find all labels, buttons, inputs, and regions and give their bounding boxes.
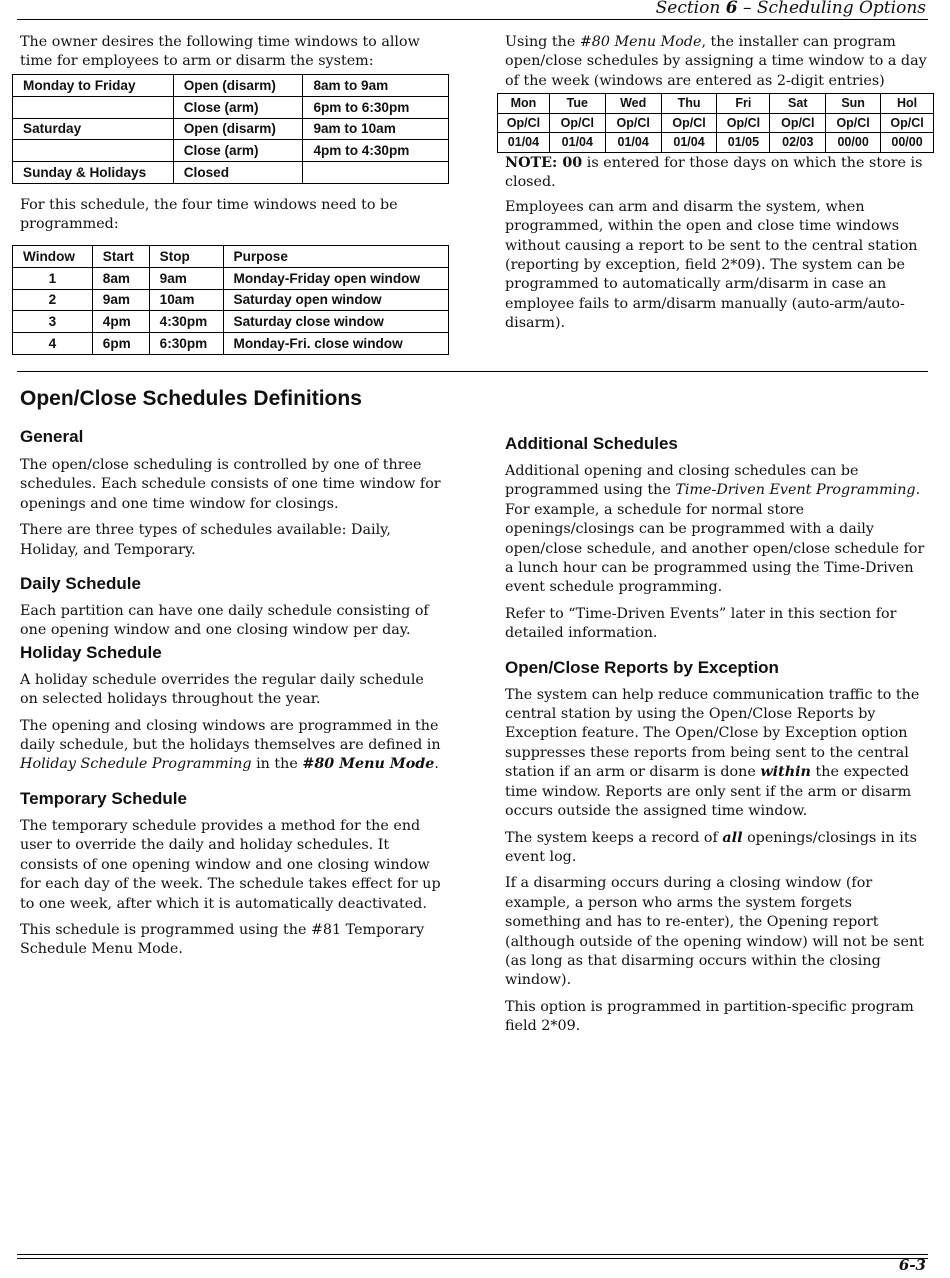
additional-paragraph-1 <box>505 462 930 598</box>
table-cell: 4pm to 4:30pm <box>303 140 449 162</box>
table-cell: 01/04 <box>498 133 550 153</box>
table-row <box>13 333 449 355</box>
table-cell: Closed <box>173 162 303 184</box>
table-cell: 10am <box>149 289 223 311</box>
table-cell <box>13 140 174 162</box>
table-cell: 01/05 <box>717 133 770 153</box>
windows-intro-paragraph: For this schedule, the four time windows need to be programmed: <box>20 197 398 233</box>
table-row <box>13 311 449 333</box>
exception-paragraph-3: If a disarming occurs during a closing window (for example, a person who arms the system forgets something and has to re-enter), the Opening report (although outside of the opening window) will not be sent (as long as that disarming occurs within the closing window). <box>505 875 924 989</box>
table-cell: Monday-Fri. close window <box>223 333 449 355</box>
general-heading: General <box>20 427 84 446</box>
definitions-title: Open/Close Schedules Definitions <box>20 387 362 410</box>
text-run: in the <box>251 756 303 773</box>
table-cell: Sunday & Holidays <box>13 162 174 184</box>
table-cell: 6:30pm <box>149 333 223 355</box>
menu-mode-paragraph <box>505 33 930 91</box>
table-cell: Op/Cl <box>661 113 717 133</box>
table-row <box>498 113 934 133</box>
table-cell: 4pm <box>92 311 149 333</box>
table-cell: 8am <box>92 267 149 289</box>
text-run: The system keeps a record of <box>505 829 723 846</box>
day-windows-table <box>497 93 934 153</box>
table-cell: Monday-Friday open window <box>223 267 449 289</box>
table-cell: 3 <box>13 311 93 333</box>
table-cell: 6pm <box>92 333 149 355</box>
table-row <box>13 96 449 118</box>
footer-rule-bottom <box>17 1258 928 1259</box>
table-header-cell: Window <box>13 246 93 268</box>
text-run: is entered for those days on which the store is closed. <box>505 155 923 191</box>
table-cell: Op/Cl <box>717 113 770 133</box>
table-header-cell: Sun <box>826 94 881 114</box>
general-paragraph-1: The open/close scheduling is controlled by one of three schedules. Each schedule consists of one time window for openings and one time window for closings. <box>20 457 441 512</box>
table-row <box>13 162 449 184</box>
table-header-cell: Fri <box>717 94 770 114</box>
table-row <box>13 289 449 311</box>
running-header <box>656 0 926 18</box>
time-windows-table <box>12 74 449 184</box>
text-run: , the installer can program open/close schedules by assigning a time window to a day of the week (windows are entered as 2-digit entries) <box>505 34 927 89</box>
note-block <box>505 154 930 334</box>
text-run-italic: #80 Menu Mode <box>579 34 702 50</box>
table-cell: 1 <box>13 267 93 289</box>
intro-paragraph: The owner desires the following time windows to allow time for employees to arm or disarm the system: <box>20 34 420 70</box>
table-cell: 01/04 <box>605 133 661 153</box>
additional-schedules-heading: Additional Schedules <box>505 434 678 453</box>
table-cell: Saturday open window <box>223 289 449 311</box>
holiday-paragraph-2 <box>20 717 445 775</box>
holiday-paragraph-1: A holiday schedule overrides the regular daily schedule on selected holidays throughout the year. <box>20 671 424 708</box>
table-header-cell: Thu <box>661 94 717 114</box>
table-row <box>13 75 449 97</box>
table-cell: 4 <box>13 333 93 355</box>
table-cell: Op/Cl <box>881 113 934 133</box>
section-divider <box>17 371 928 372</box>
table-header-cell: Start <box>92 246 149 268</box>
table-cell: 9am <box>92 289 149 311</box>
text-run: The system can help reduce communication traffic to the central station by using the Open/Close Reports by Exception feature. The Open/Close by Exception option suppresses these reports from being sent to the central station if an arm or disarm is done <box>505 686 920 781</box>
table-cell: Open (disarm) <box>173 118 303 140</box>
table-cell: Op/Cl <box>826 113 881 133</box>
menu-mode-text <box>505 33 930 91</box>
windows-intro-text <box>20 196 445 235</box>
holiday-schedule-heading: Holiday Schedule <box>20 642 162 662</box>
table-cell: 2 <box>13 289 93 311</box>
section-title: Scheduling Options <box>756 0 926 18</box>
table-row <box>13 140 449 162</box>
section-number: 6 <box>725 0 738 18</box>
text-run-italic: #80 Menu Mode <box>302 756 435 773</box>
table-cell: 00/00 <box>881 133 934 153</box>
table-cell: 9am <box>149 267 223 289</box>
left-definitions-column <box>20 427 445 960</box>
table-cell: 9am to 10am <box>303 118 449 140</box>
intro-text <box>20 33 445 72</box>
text-run: Additional opening and closing schedules can be programmed using the <box>505 463 859 499</box>
table-cell: 4:30pm <box>149 311 223 333</box>
text-run: . <box>434 756 439 773</box>
employees-paragraph: Employees can arm and disarm the system, when programmed, within the open and close time windows without causing a report to be sent to the central station (reporting by exception, field 2*09). The system can be programmed to automatically arm/disarm in case an employee fails to arm/disarm manually (auto-arm/auto-disarm). <box>505 198 918 332</box>
text-run: Using the <box>505 34 580 50</box>
temporary-paragraph-1: The temporary schedule provides a method for the end user to override the daily and holiday schedules. It consists of one opening window and one closing window for each day of the week. The schedule takes effect for up to one week, after which it is automatically deactivated. <box>20 817 441 912</box>
table-cell <box>13 96 174 118</box>
table-cell: Open (disarm) <box>173 75 303 97</box>
table-header-row <box>13 246 449 268</box>
table-cell: 6pm to 6:30pm <box>303 96 449 118</box>
exception-paragraph-4: This option is programmed in partition-specific program field 2*09. <box>505 998 914 1035</box>
text-run: The opening and closing windows are programmed in the daily schedule, but the holidays themselves are defined in <box>20 717 441 754</box>
windows-table <box>12 245 449 355</box>
table-cell: Op/Cl <box>605 113 661 133</box>
section-separator: – <box>737 0 757 18</box>
text-run-italic: Time-Driven Event Programming <box>675 482 916 499</box>
table-header-cell: Purpose <box>223 246 449 268</box>
text-run-italic: Holiday Schedule Programming <box>20 756 252 773</box>
table-cell: Saturday close window <box>223 311 449 333</box>
exception-paragraph-1 <box>505 686 930 822</box>
exception-paragraph-2 <box>505 829 930 868</box>
table-cell: Op/Cl <box>770 113 826 133</box>
table-cell: 00/00 <box>826 133 881 153</box>
table-row <box>13 118 449 140</box>
table-header-cell: Mon <box>498 94 550 114</box>
table-cell: Close (arm) <box>173 96 303 118</box>
daily-schedule-heading: Daily Schedule <box>20 574 141 594</box>
table-cell: 01/04 <box>549 133 605 153</box>
table-row <box>498 133 934 153</box>
daily-schedule-paragraph: Each partition can have one daily schedule consisting of one opening window and one closing window per day. <box>20 603 429 639</box>
text-run: . For example, a schedule for normal store openings/closings can be programmed with a daily open/close schedule, and another open/close schedule for a lunch hour can be programmed using the Time-Driven event schedule programming. <box>505 482 925 596</box>
table-cell: 02/03 <box>770 133 826 153</box>
additional-paragraph-2: Refer to “Time-Driven Events” later in this section for detailed information. <box>505 605 897 642</box>
table-cell: Close (arm) <box>173 140 303 162</box>
table-header-row <box>498 94 934 114</box>
table-cell: Monday to Friday <box>13 75 174 97</box>
note-paragraph <box>505 154 930 193</box>
table-header-cell: Hol <box>881 94 934 114</box>
temporary-schedule-heading: Temporary Schedule <box>20 788 187 808</box>
table-cell: 01/04 <box>661 133 717 153</box>
general-paragraph-2: There are three types of schedules available: Daily, Holiday, and Temporary. <box>20 522 391 558</box>
text-run: openings/closings in its event log. <box>505 829 917 865</box>
table-cell: Saturday <box>13 118 174 140</box>
note-label: NOTE: <box>505 155 563 171</box>
text-run: the expected time window. Reports are only sent if the arm or disarm occurs outside the assigned time window. <box>505 764 912 820</box>
table-cell: 8am to 9am <box>303 75 449 97</box>
right-definitions-column <box>505 434 930 1037</box>
page-number: 6-3 <box>898 1256 926 1274</box>
note-code: 00 <box>562 155 583 171</box>
table-cell: Op/Cl <box>498 113 550 133</box>
temporary-paragraph-2: This schedule is programmed using the #81 Temporary Schedule Menu Mode. <box>20 921 425 958</box>
table-row <box>13 267 449 289</box>
footer-rule-top <box>17 1254 928 1255</box>
section-prefix: Section <box>655 0 726 18</box>
header-rule <box>17 19 928 20</box>
table-cell: Op/Cl <box>549 113 605 133</box>
table-header-cell: Wed <box>605 94 661 114</box>
text-run-bold-italic: all <box>722 829 743 846</box>
table-cell <box>303 162 449 184</box>
text-run-bold-italic: within <box>760 764 811 781</box>
exception-reports-heading: Open/Close Reports by Exception <box>505 657 779 677</box>
table-header-cell: Sat <box>770 94 826 114</box>
table-header-cell: Tue <box>549 94 605 114</box>
table-header-cell: Stop <box>149 246 223 268</box>
